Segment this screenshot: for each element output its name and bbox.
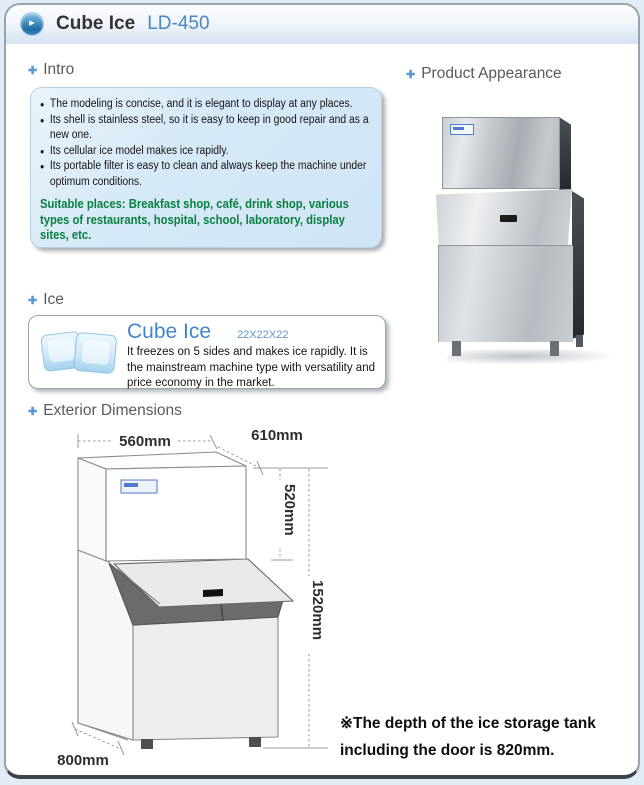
ice-info-box (28, 315, 386, 389)
bullet-text: Its cellular ice model makes ice rapidly. (49, 144, 229, 157)
intro-bullet-list (40, 97, 375, 190)
machine-foot (550, 341, 559, 356)
plus-icon: ✚ (28, 294, 38, 307)
bullet-icon: ● (40, 146, 45, 156)
brand-label (450, 124, 474, 135)
list-item (40, 144, 375, 160)
plus-icon: ✚ (28, 64, 38, 77)
bullet-text: Its portable filter is easy to clean and always keep the machine under optimum conditions. (49, 160, 367, 188)
dimension-drawing (31, 423, 351, 779)
machine-head-side (559, 117, 571, 193)
cube-size-label: 22X22X22 (237, 329, 289, 341)
intro-box (30, 87, 382, 248)
content-panel (4, 3, 640, 779)
machine-bin-side (572, 191, 584, 339)
ice-cubes-icon (37, 324, 123, 387)
page-title: Cube Ice (56, 13, 136, 34)
section-heading-ice (28, 291, 64, 309)
section-heading-label: Exterior Dimensions (43, 402, 182, 419)
ice-description: It freezes on 5 sides and makes ice rapidly. It is the mainstream machine type with versatility and price economy in the market. (127, 346, 375, 389)
round-arrow-icon: ▸ (20, 12, 44, 36)
dim-label-head-height: 520mm (281, 484, 298, 536)
dim-label-total-height: 1520mm (309, 580, 326, 641)
door-handle (500, 215, 517, 222)
section-heading-intro (28, 61, 74, 79)
bullet-icon: ● (40, 100, 45, 109)
product-photo (414, 103, 626, 365)
section-heading-product-appearance (406, 65, 562, 83)
machine-shadow (443, 349, 623, 365)
bullet-text: The modeling is concise, and it is elegant to display at any places. (49, 98, 353, 110)
depth-note-line1: ※The depth of the ice storage tank (340, 715, 596, 732)
ice-type-title: Cube Ice (127, 320, 212, 343)
section-heading-label: Intro (43, 61, 75, 78)
dim-label-bin-depth: 800mm (57, 752, 109, 769)
list-item (40, 113, 375, 144)
bullet-icon: ● (40, 162, 45, 171)
dim-label-width: 560mm (119, 433, 171, 450)
machine-foot (452, 341, 461, 356)
title-bar (6, 5, 638, 44)
bullet-icon: ● (40, 115, 45, 125)
suitable-places-text: Suitable places: Breakfast shop, café, drink shop, various types of restaurants, hospital, school, laboratory, display sites, etc. (40, 197, 349, 242)
section-heading-label: Product Appearance (421, 65, 562, 82)
depth-note-line2: including the door is 820mm. (340, 742, 555, 759)
model-number: LD-450 (147, 13, 210, 34)
list-item (40, 159, 375, 190)
machine-foot (576, 335, 583, 347)
plus-icon: ✚ (28, 405, 38, 418)
list-item (40, 97, 375, 113)
section-heading-label: Ice (43, 291, 64, 308)
dim-label-depth: 610mm (251, 427, 303, 444)
plus-icon: ✚ (406, 68, 416, 81)
bullet-text: Its shell is stainless steel, so it is easy to keep in good repair and as a new one. (49, 113, 369, 141)
machine-bin-body (438, 245, 573, 342)
section-heading-exterior-dimensions (28, 402, 182, 420)
depth-note (340, 710, 640, 764)
